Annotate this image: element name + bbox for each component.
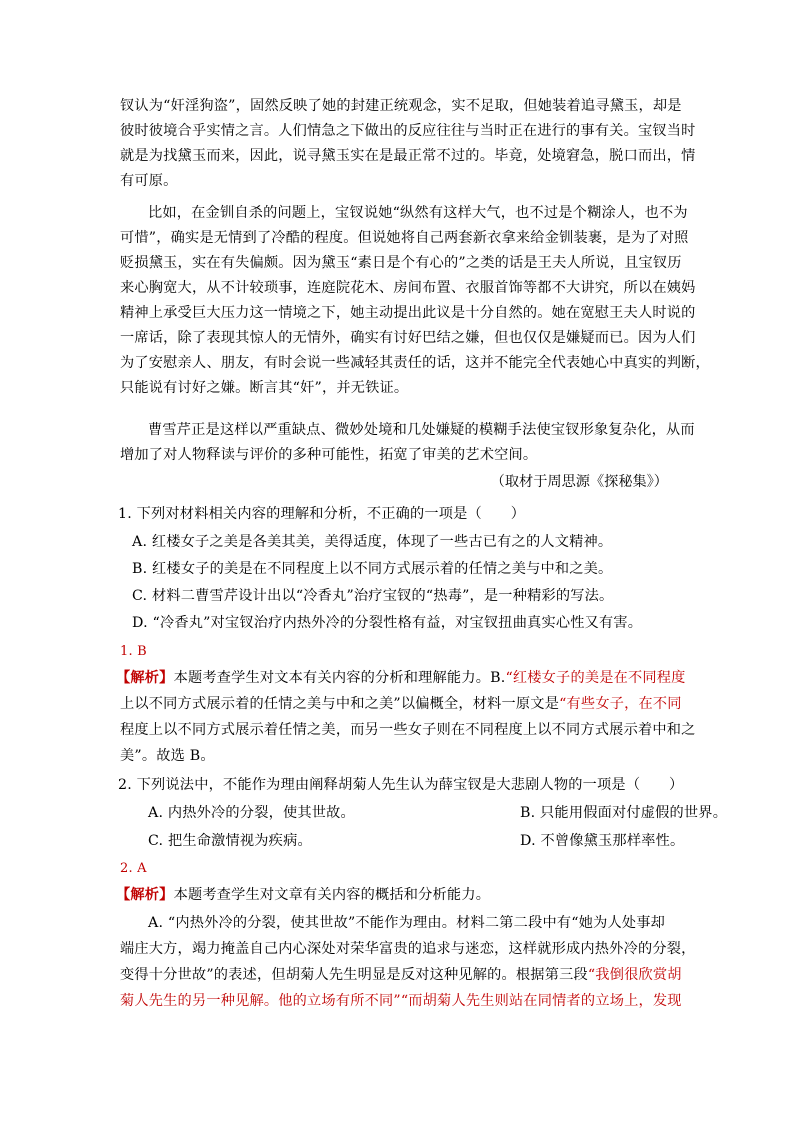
analysis-quote: 菊人先生的另一种见解。他的立场有所不同” [120, 993, 401, 1009]
q2-option-d: D. 不曾像黛玉那样率性。 [520, 833, 685, 849]
analysis-quote: “红楼女子的美是在不同程度 [505, 670, 686, 686]
passage-line: 可惜”，确实是无情到了冷酷的程度。但说她将自己两套新衣拿来给金钏装裹，是为了对照 [120, 230, 689, 246]
passage-line: 曹雪芹正是这样以严重缺点、微妙处境和几处嫌疑的模糊手法使宝钗形象复杂化，从而 [148, 422, 695, 438]
analysis-quote: “我倒很欣赏胡 [587, 967, 682, 983]
q2-options-row [148, 829, 708, 853]
passage-line: 钗认为“奸淫狗盗”，固然反映了她的封建正统观念，实不足取，但她装着追寻黛玉，却是 [120, 98, 682, 114]
q2-option-b: B. 只能用假面对付虚假的世界。 [520, 805, 728, 821]
q2-analysis-line [120, 963, 680, 987]
q1-option-d: D. “冷香丸”对宝钗治疗内热外冷的分裂性格有益，对宝钗扭曲真实心性又有害。 [132, 615, 643, 631]
passage-line: 为了安慰亲人、朋友，有时会说一些减轻其责任的话，这并不能完全代表她心中真实的判断， [120, 355, 710, 371]
q1-analysis-line: 美”。故选 B。 [120, 748, 215, 764]
q1-option-b: B. 红楼女子的美是在不同程度上以不同方式展示着的任情之美与中和之美。 [132, 561, 613, 577]
passage-line: 来心胸宽大，从不计较琐事，连庭院花木、房间布置、衣服首饰等都不大讲究，所以在姨妈 [120, 280, 696, 296]
passage-line: 有可原。 [120, 173, 178, 189]
analysis-quote: “有些女子，在不同 [559, 696, 682, 712]
q1-answer: 1. B [120, 644, 147, 659]
q2-analysis-line [120, 989, 680, 1013]
analysis-text: 本题考查学生对文本有关内容的分析和理解能力。B. [173, 670, 506, 686]
passage-line: 增加了对人物释读与评价的多种可能性，拓宽了审美的艺术空间。 [120, 447, 538, 463]
passage-line: 比如，在金钏自杀的问题上，宝钗说她“纵然有这样大气，也不过是个糊涂人，也不为 [148, 205, 688, 221]
analysis-quote: “而胡菊人先生则站在同情者的立场上，发现 [400, 993, 682, 1009]
passage-line: 彼时彼境合乎实情之言。人们情急之下做出的反应往往与当时正在进行的事有关。宝钗当时 [120, 123, 696, 139]
q2-options-row [148, 801, 728, 825]
analysis-tag: 【解析】 [116, 887, 174, 903]
q2-option-c: C. 把生命激情视为疾病。 [148, 833, 312, 849]
q1-analysis-line [120, 692, 680, 716]
q1-option-c: C. 材料二曹雪芹设计出以“冷香丸”治疗宝钗的“热毒”，是一种精彩的写法。 [132, 588, 614, 604]
analysis-tag: 【解析】 [116, 670, 174, 686]
passage-line: 一席话，除了表现其惊人的无情外，确实有讨好巴结之嫌，但也仅仅是嫌疑而已。因为人们 [120, 330, 696, 346]
passage-line: 贬损黛玉，实在有失偏颇。因为黛玉“素日是个有心的”之类的话是王夫人所说，且宝钗历 [120, 255, 682, 271]
question-2-stem: 2. 下列说法中，不能作为理由阐释胡菊人先生认为薛宝钗是大悲剧人物的一项是（ ） [118, 777, 684, 793]
passage-line: 精神上承受巨大压力这一情境之下，她主动提出此议是十分自然的。她在宽慰王夫人时说的 [120, 305, 696, 321]
q1-option-a: A. 红楼女子之美是各美其美，美得适度，体现了一些古已有之的人文精神。 [132, 534, 613, 550]
q2-answer: 2. A [120, 861, 147, 876]
analysis-text: 上以不同方式展示着的任情之美与中和之美”以偏概全，材料一原文是 [120, 696, 560, 712]
q2-analysis-line: A. “内热外冷的分裂，使其世故”不能作为理由。材料二第二段中有“她为人处事却 [148, 915, 666, 931]
analysis-text: 本题考查学生对文章有关内容的概括和分析能力。 [173, 887, 491, 903]
q1-analysis-line [116, 666, 686, 690]
q1-analysis-line: 程度上以不同方式展示着任情之美，而另一些女子则在不同程度上以不同方式展示着中和之 [120, 722, 696, 738]
passage-line: 就是为找黛玉而来，因此，说寻黛玉实在是最正常不过的。毕竟，处境窘急，脱口而出，情 [120, 148, 696, 164]
question-1-stem: 1. 下列对材料相关内容的理解和分析，不正确的一项是（ ） [118, 506, 526, 522]
passage-line: 只能说有讨好之嫌。断言其“奸”，并无铁证。 [120, 380, 409, 396]
analysis-text: 变得十分世故”的表述，但胡菊人先生明显是反对这种见解的。根据第三段 [120, 967, 588, 983]
passage-source: （取材于周思源《探秘集》） [490, 474, 668, 490]
q2-option-a: A. 内热外冷的分裂，使其世故。 [148, 805, 355, 821]
q2-analysis-line: 端庄大方，竭力掩盖自己内心深处对荣华富贵的追求与迷恋，这样就形成内热外冷的分裂， [120, 941, 696, 957]
q2-analysis-line [116, 883, 676, 907]
